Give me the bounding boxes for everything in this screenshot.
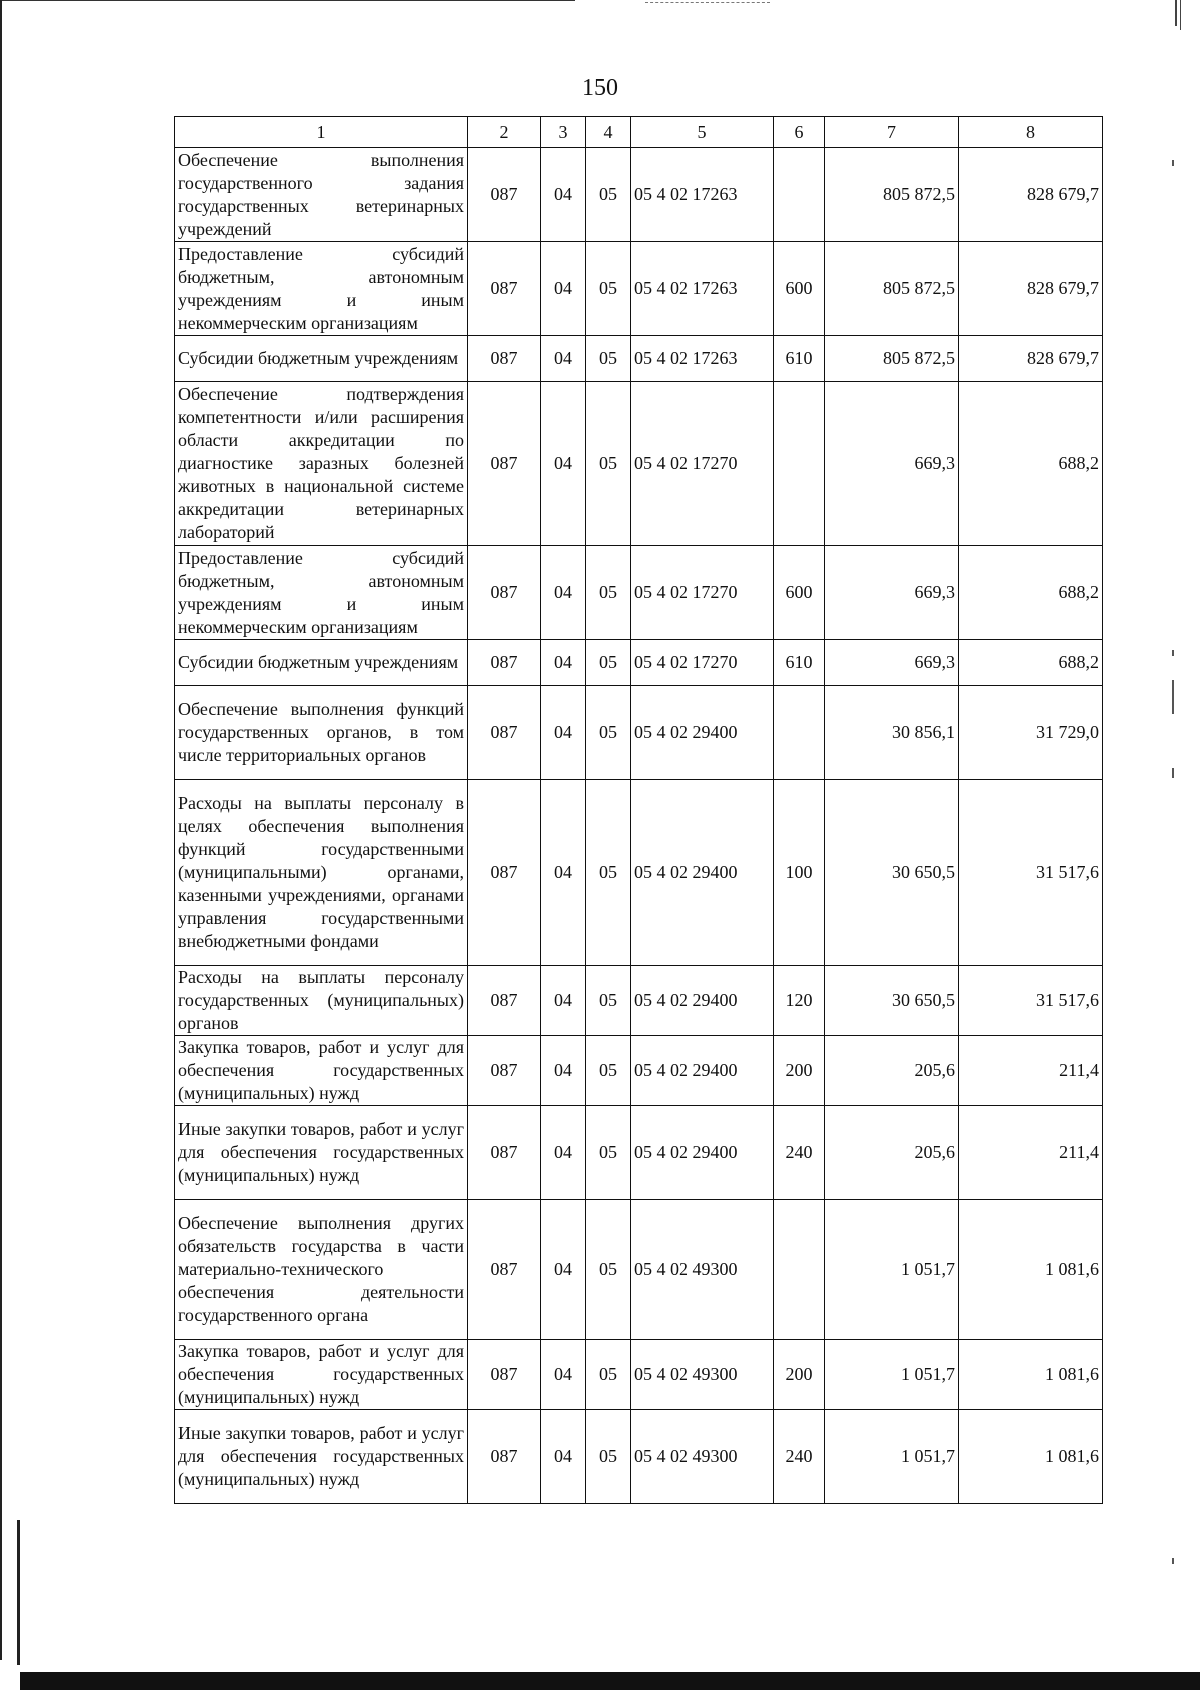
table-row	[175, 242, 1103, 336]
cell-section: 04	[541, 546, 586, 640]
scan-speck	[1172, 650, 1174, 656]
cell-ministry-code: 087	[468, 1036, 541, 1106]
table-row	[175, 382, 1103, 546]
cell-subsection: 05	[586, 966, 631, 1036]
row-description: Расходы на выплаты персоналу государственных (муниципальных) органов	[175, 966, 468, 1036]
cell-section: 04	[541, 382, 586, 546]
cell-expense-type: 610	[774, 336, 825, 382]
row-description: Предоставление субсидий бюджетным, автономным учреждениям и иным некоммерческим организациям	[175, 546, 468, 640]
cell-section: 04	[541, 686, 586, 780]
cell-target-code: 05 4 02 17270	[631, 640, 774, 686]
row-description: Закупка товаров, работ и услуг для обеспечения государственных (муниципальных) нужд	[175, 1036, 468, 1106]
cell-subsection: 05	[586, 242, 631, 336]
cell-target-code: 05 4 02 17270	[631, 546, 774, 640]
cell-section: 04	[541, 148, 586, 242]
row-description: Закупка товаров, работ и услуг для обеспечения государственных (муниципальных) нужд	[175, 1340, 468, 1410]
row-description: Расходы на выплаты персоналу в целях обеспечения выполнения функций государственными (муниципальными) органами, казенными учреждениями, органами управления государственными внебюджетными фондами	[175, 780, 468, 966]
cell-expense-type: 120	[774, 966, 825, 1036]
scan-speck	[1172, 768, 1174, 778]
column-header: 2	[468, 117, 541, 148]
cell-subsection: 05	[586, 382, 631, 546]
cell-amount-col8: 211,4	[959, 1036, 1103, 1106]
cell-subsection: 05	[586, 686, 631, 780]
cell-amount-col7: 805 872,5	[825, 336, 959, 382]
cell-amount-col8: 1 081,6	[959, 1200, 1103, 1340]
scan-left-border	[0, 0, 2, 1660]
table-row	[175, 640, 1103, 686]
row-description: Субсидии бюджетным учреждениям	[175, 640, 468, 686]
cell-amount-col8: 688,2	[959, 640, 1103, 686]
cell-expense-type: 600	[774, 546, 825, 640]
cell-amount-col7: 30 856,1	[825, 686, 959, 780]
cell-expense-type	[774, 382, 825, 546]
cell-subsection: 05	[586, 780, 631, 966]
column-header: 5	[631, 117, 774, 148]
cell-subsection: 05	[586, 1340, 631, 1410]
cell-ministry-code: 087	[468, 1410, 541, 1504]
scan-edge-mark	[1175, 0, 1177, 26]
cell-expense-type: 200	[774, 1036, 825, 1106]
row-description: Обеспечение подтверждения компетентности и/или расширения области аккредитации по диагностике заразных болезней животных в национальной системе аккредитации ветеринарных лабораторий	[175, 382, 468, 546]
cell-expense-type: 100	[774, 780, 825, 966]
cell-expense-type: 200	[774, 1340, 825, 1410]
row-description: Обеспечение выполнения государственного задания государственных ветеринарных учреждений	[175, 148, 468, 242]
cell-amount-col8: 1 081,6	[959, 1340, 1103, 1410]
cell-amount-col7: 805 872,5	[825, 242, 959, 336]
cell-ministry-code: 087	[468, 780, 541, 966]
cell-amount-col8: 31 517,6	[959, 966, 1103, 1036]
cell-ministry-code: 087	[468, 686, 541, 780]
cell-ministry-code: 087	[468, 640, 541, 686]
table-row	[175, 336, 1103, 382]
scan-edge-line	[0, 0, 575, 1]
cell-amount-col8: 31 729,0	[959, 686, 1103, 780]
cell-expense-type: 610	[774, 640, 825, 686]
cell-amount-col7: 30 650,5	[825, 966, 959, 1036]
scan-edge-mark	[1180, 0, 1181, 30]
cell-target-code: 05 4 02 49300	[631, 1340, 774, 1410]
cell-amount-col7: 205,6	[825, 1106, 959, 1200]
cell-subsection: 05	[586, 1200, 631, 1340]
table-row	[175, 1200, 1103, 1340]
cell-amount-col7: 1 051,7	[825, 1410, 959, 1504]
cell-amount-col7: 669,3	[825, 546, 959, 640]
cell-amount-col8: 828 679,7	[959, 336, 1103, 382]
cell-subsection: 05	[586, 1036, 631, 1106]
header-row	[175, 117, 1103, 148]
cell-section: 04	[541, 1200, 586, 1340]
cell-amount-col7: 669,3	[825, 382, 959, 546]
row-description: Субсидии бюджетным учреждениям	[175, 336, 468, 382]
cell-expense-type: 240	[774, 1106, 825, 1200]
table-body	[175, 148, 1103, 1504]
cell-subsection: 05	[586, 336, 631, 382]
page-number: 150	[582, 75, 618, 101]
cell-amount-col7: 669,3	[825, 640, 959, 686]
column-header: 8	[959, 117, 1103, 148]
cell-section: 04	[541, 242, 586, 336]
column-header: 3	[541, 117, 586, 148]
table-header	[175, 117, 1103, 148]
cell-ministry-code: 087	[468, 546, 541, 640]
cell-section: 04	[541, 1340, 586, 1410]
scan-speck	[1172, 680, 1174, 714]
cell-target-code: 05 4 02 17270	[631, 382, 774, 546]
row-description: Обеспечение выполнения функций государственных органов, в том числе территориальных органов	[175, 686, 468, 780]
cell-expense-type	[774, 686, 825, 780]
table-row	[175, 686, 1103, 780]
cell-amount-col8: 688,2	[959, 382, 1103, 546]
cell-section: 04	[541, 336, 586, 382]
row-description: Предоставление субсидий бюджетным, автономным учреждениям и иным некоммерческим организациям	[175, 242, 468, 336]
cell-section: 04	[541, 1410, 586, 1504]
cell-amount-col7: 805 872,5	[825, 148, 959, 242]
cell-amount-col8: 688,2	[959, 546, 1103, 640]
cell-ministry-code: 087	[468, 336, 541, 382]
cell-subsection: 05	[586, 148, 631, 242]
cell-section: 04	[541, 1036, 586, 1106]
budget-table	[174, 116, 1103, 1504]
cell-ministry-code: 087	[468, 1200, 541, 1340]
scan-speck	[1172, 160, 1174, 166]
cell-subsection: 05	[586, 1410, 631, 1504]
table-row	[175, 546, 1103, 640]
cell-ministry-code: 087	[468, 148, 541, 242]
table-row	[175, 1410, 1103, 1504]
row-description: Обеспечение выполнения других обязательств государства в части материально-технического обеспечения деятельности государственного органа	[175, 1200, 468, 1340]
cell-amount-col7: 205,6	[825, 1036, 959, 1106]
table-row	[175, 966, 1103, 1036]
cell-subsection: 05	[586, 1106, 631, 1200]
column-header: 7	[825, 117, 959, 148]
table-row	[175, 1340, 1103, 1410]
table-row	[175, 1106, 1103, 1200]
cell-ministry-code: 087	[468, 1106, 541, 1200]
table-row	[175, 1036, 1103, 1106]
scan-edge-dash	[645, 2, 770, 4]
cell-amount-col8: 828 679,7	[959, 148, 1103, 242]
cell-section: 04	[541, 966, 586, 1036]
row-description: Иные закупки товаров, работ и услуг для обеспечения государственных (муниципальных) нужд	[175, 1106, 468, 1200]
column-header: 6	[774, 117, 825, 148]
cell-section: 04	[541, 780, 586, 966]
cell-target-code: 05 4 02 29400	[631, 780, 774, 966]
cell-ministry-code: 087	[468, 966, 541, 1036]
cell-expense-type	[774, 1200, 825, 1340]
cell-amount-col7: 1 051,7	[825, 1340, 959, 1410]
cell-amount-col7: 30 650,5	[825, 780, 959, 966]
cell-expense-type: 600	[774, 242, 825, 336]
scan-bottom-border	[20, 1672, 1200, 1690]
column-header: 4	[586, 117, 631, 148]
cell-target-code: 05 4 02 49300	[631, 1200, 774, 1340]
column-header: 1	[175, 117, 468, 148]
cell-amount-col8: 31 517,6	[959, 780, 1103, 966]
cell-expense-type: 240	[774, 1410, 825, 1504]
cell-target-code: 05 4 02 29400	[631, 1106, 774, 1200]
cell-target-code: 05 4 02 17263	[631, 336, 774, 382]
cell-target-code: 05 4 02 29400	[631, 686, 774, 780]
cell-amount-col8: 828 679,7	[959, 242, 1103, 336]
table-row	[175, 148, 1103, 242]
cell-amount-col7: 1 051,7	[825, 1200, 959, 1340]
cell-ministry-code: 087	[468, 242, 541, 336]
cell-amount-col8: 1 081,6	[959, 1410, 1103, 1504]
cell-expense-type	[774, 148, 825, 242]
cell-subsection: 05	[586, 546, 631, 640]
cell-target-code: 05 4 02 17263	[631, 242, 774, 336]
scan-left-border-lower	[17, 1520, 20, 1665]
cell-target-code: 05 4 02 29400	[631, 966, 774, 1036]
cell-amount-col8: 211,4	[959, 1106, 1103, 1200]
cell-section: 04	[541, 1106, 586, 1200]
cell-target-code: 05 4 02 29400	[631, 1036, 774, 1106]
cell-target-code: 05 4 02 49300	[631, 1410, 774, 1504]
row-description: Иные закупки товаров, работ и услуг для обеспечения государственных (муниципальных) нужд	[175, 1410, 468, 1504]
cell-subsection: 05	[586, 640, 631, 686]
scan-speck	[1172, 1558, 1174, 1564]
cell-ministry-code: 087	[468, 382, 541, 546]
cell-ministry-code: 087	[468, 1340, 541, 1410]
table-row	[175, 780, 1103, 966]
cell-target-code: 05 4 02 17263	[631, 148, 774, 242]
cell-section: 04	[541, 640, 586, 686]
